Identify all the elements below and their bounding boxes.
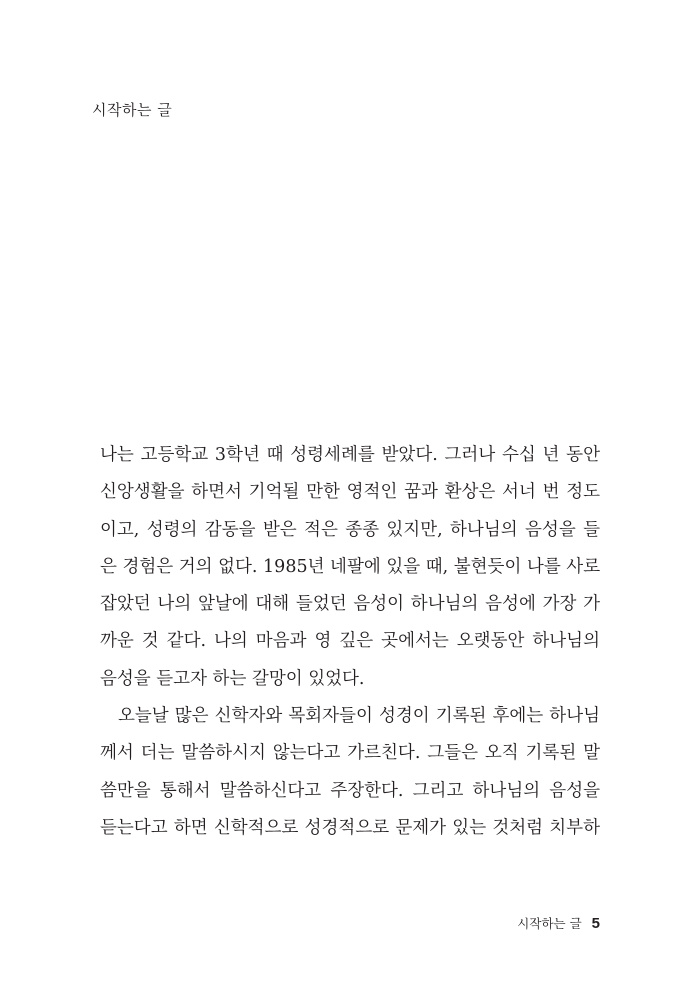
text-line: 음성을 듣고자 하는 갈망이 있었다. bbox=[100, 668, 365, 689]
text-line: 은 경험은 거의 없다. 1985년 네팔에 있을 때, 불현듯이 나를 사로 bbox=[100, 556, 601, 577]
chapter-title: 시작하는 글 bbox=[92, 101, 173, 119]
text-line: 까운 것 같다. 나의 마음과 영 깊은 곳에서는 오랫동안 하나님의 bbox=[100, 631, 600, 652]
text-line: 듣는다고 하면 신학적으로 성경적으로 문제가 있는 것처럼 치부하 bbox=[100, 817, 600, 838]
text-line: 씀만을 통해서 말씀하신다고 주장한다. 그리고 하나님의 음성을 bbox=[100, 780, 600, 801]
paragraph-2 bbox=[100, 698, 600, 847]
text-line: 께서 더는 말씀하시지 않는다고 가르친다. 그들은 오직 기록된 말 bbox=[100, 743, 600, 764]
text-line: 오늘날 많은 신학자와 목회자들이 성경이 기록된 후에는 하나님 bbox=[118, 706, 600, 727]
paragraph-1 bbox=[100, 437, 600, 698]
text-line: 나는 고등학교 3학년 때 성령세례를 받았다. 그러나 수십 년 동안 bbox=[100, 445, 600, 465]
text-line: 이고, 성령의 감동을 받은 적은 종종 있지만, 하나님의 음성을 들 bbox=[100, 519, 600, 540]
body-text bbox=[100, 437, 600, 847]
running-title: 시작하는 글 bbox=[517, 916, 582, 931]
page-footer bbox=[517, 914, 600, 932]
text-line: 잡았던 나의 앞날에 대해 들었던 음성이 하나님의 음성에 가장 가 bbox=[100, 594, 600, 615]
text-line: 신앙생활을 하면서 기억될 만한 영적인 꿈과 환상은 서너 번 정도 bbox=[100, 482, 600, 503]
page-number: 5 bbox=[591, 915, 600, 932]
